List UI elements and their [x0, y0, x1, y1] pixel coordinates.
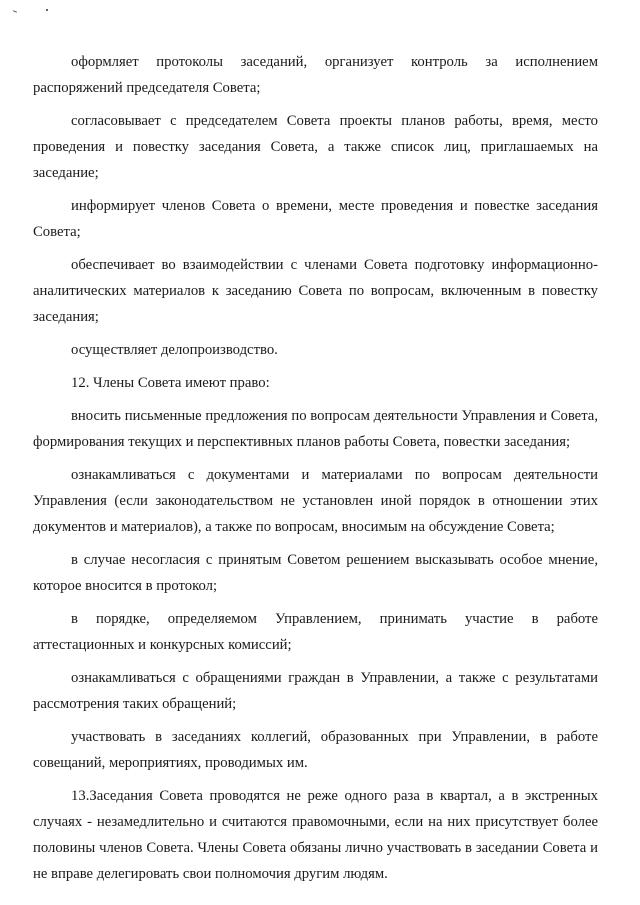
paragraph-proposals: вносить письменные предложения по вопросам деятельности Управления и Совета, формирования текущих и перспективных планов работы Совета, повестки заседания;: [33, 408, 598, 450]
scan-speck: [46, 9, 48, 11]
paragraph-analytics: обеспечивает во взаимодействии с членами Совета подготовку информационно-аналитических материалов к заседанию Совета по вопросам, включенным в повестку заседания;: [33, 257, 598, 325]
document-body: [33, 49, 598, 893]
paragraph-meetings: участвовать в заседаниях коллегий, образованных при Управлении, в работе совещаний, мероприятиях, проводимых им.: [33, 729, 598, 771]
paragraph-inform-members: информирует членов Совета о времени, месте проведения и повестке заседания Совета;: [33, 198, 598, 240]
paragraph-commissions: в порядке, определяемом Управлением, принимать участие в работе аттестационных и конкурсных комиссий;: [33, 611, 598, 653]
paragraph-protocols: оформляет протоколы заседаний, организует контроль за исполнением распоряжений председателя Совета;: [33, 54, 598, 96]
scan-speck: [13, 10, 17, 13]
section-13-paragraph: 13.Заседания Совета проводятся не реже одного раза в квартал, а в экстренных случаях - незамедлительно и считаются правомочными, если на них присутствует более половины членов Совета. Члены Совета обязаны лично участвовать в заседании Совета и не вправе делегировать свои полномочия другим людям.: [33, 788, 598, 882]
paragraph-recordkeeping: осуществляет делопроизводство.: [71, 342, 278, 358]
section-12-heading: 12. Члены Совета имеют право:: [71, 375, 270, 391]
paragraph-documents: ознакамливаться с документами и материалами по вопросам деятельности Управления (если законодательством не установлен иной порядок в отношении этих документов и материалов), а также по вопросам, вносимым на обсуждение Совета;: [33, 467, 598, 535]
paragraph-appeals: ознакамливаться с обращениями граждан в Управлении, а также с результатами рассмотрения таких обращений;: [33, 670, 598, 712]
paragraph-agree-plans: согласовывает с председателем Совета проекты планов работы, время, место проведения и повестку заседания Совета, а также список лиц, приглашаемых на заседание;: [33, 113, 598, 181]
paragraph-dissent: в случае несогласия с принятым Советом решением высказывать особое мнение, которое вносится в протокол;: [33, 552, 598, 594]
